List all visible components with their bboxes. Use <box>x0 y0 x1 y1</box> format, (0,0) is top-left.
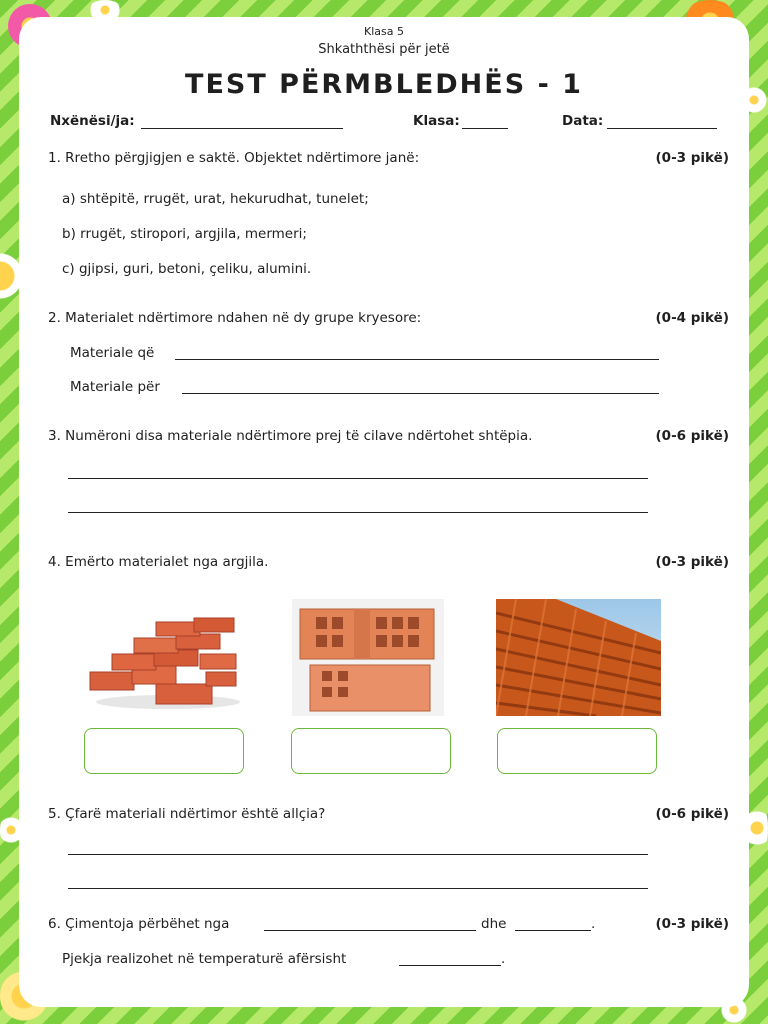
question-6-blank-3[interactable] <box>399 965 501 966</box>
question-1-option-c[interactable]: c) gjipsi, guri, betoni, çeliku, alumini. <box>62 261 312 277</box>
question-4-text: 4. Emërto materialet nga argjila. <box>48 554 269 570</box>
question-2-text: 2. Materialet ndërtimore ndahen në dy grupe kryesore: <box>48 310 422 326</box>
student-name-label: Nxënësi/ja: <box>50 113 135 129</box>
question-1-option-a[interactable]: a) shtëpitë, rrugët, urat, hekurudhat, tunelet; <box>62 191 369 207</box>
clay-roof-tiles-icon <box>496 599 661 716</box>
question-6-blank-2[interactable] <box>515 930 591 931</box>
question-3-answer-line-1[interactable] <box>68 478 648 479</box>
question-3-text: 3. Numëroni disa materiale ndërtimore prej të cilave ndërtohet shtëpia. <box>48 428 533 444</box>
class-level: Klasa 5 <box>364 25 404 38</box>
question-2-line-2-label: Materiale për <box>70 379 160 395</box>
question-1-option-b[interactable]: b) rrugët, stiropori, argjila, mermeri; <box>62 226 307 242</box>
subject-name: Shkaththësi për jetë <box>318 42 450 57</box>
white-flower-decoration <box>746 800 768 856</box>
question-6-text-start: 6. Çimentoja përbëhet nga <box>48 916 230 932</box>
question-1-points: (0-3 pikë) <box>655 150 729 166</box>
question-6-points: (0-3 pikë) <box>655 916 729 932</box>
question-5-answer-line-1[interactable] <box>68 854 648 855</box>
question-5-points: (0-6 pikë) <box>655 806 729 822</box>
question-5-answer-line-2[interactable] <box>68 888 648 889</box>
question-3-answer-line-2[interactable] <box>68 512 648 513</box>
question-2-line-1-label: Materiale që <box>70 345 155 361</box>
question-6-blank-1[interactable] <box>264 930 476 931</box>
brick-wall-icon <box>82 600 242 716</box>
date-label: Data: <box>562 113 604 129</box>
question-2-points: (0-4 pikë) <box>655 310 729 326</box>
question-3-points: (0-6 pikë) <box>655 428 729 444</box>
worksheet-page <box>19 17 749 1007</box>
student-name-field[interactable] <box>141 128 343 129</box>
question-6-period: . <box>591 916 596 932</box>
answer-box-3[interactable] <box>497 728 657 774</box>
answer-box-1[interactable] <box>84 728 244 774</box>
question-2-answer-line-2[interactable] <box>182 393 659 394</box>
hollow-clay-block-icon <box>292 599 444 716</box>
class-field[interactable] <box>462 128 508 129</box>
class-label: Klasa: <box>413 113 460 129</box>
question-6-line-2-text: Pjekja realizohet në temperaturë afërsisht <box>62 951 347 967</box>
question-1-text: 1. Rretho përgjigjen e saktë. Objektet ndërtimore janë: <box>48 150 420 166</box>
question-5-text: 5. Çfarë materiali ndërtimor është allçia? <box>48 806 326 822</box>
question-2-answer-line-1[interactable] <box>175 359 659 360</box>
page-title: TEST PËRMBLEDHËS - 1 <box>185 69 583 100</box>
question-6-text-and: dhe <box>481 916 507 932</box>
answer-box-2[interactable] <box>291 728 451 774</box>
question-6-line-2-period: . <box>501 951 506 967</box>
date-field[interactable] <box>607 128 717 129</box>
question-4-points: (0-3 pikë) <box>655 554 729 570</box>
